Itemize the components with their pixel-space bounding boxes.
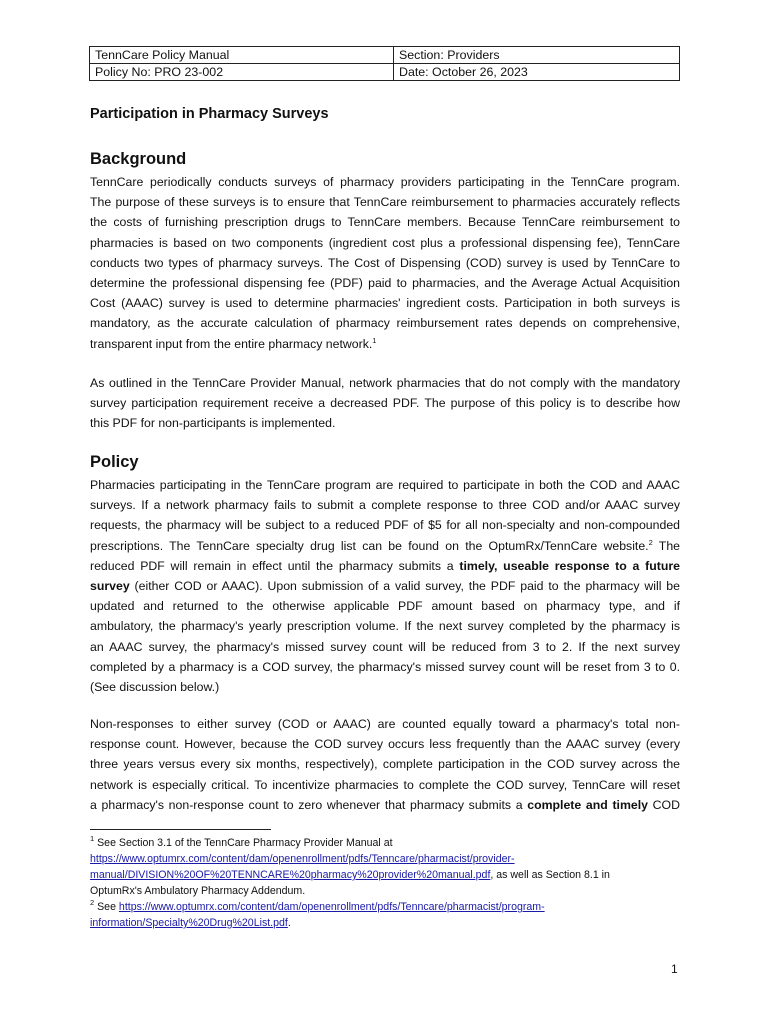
text-line: pharmacies is based on two components (ingredient cost plus a professional dispensing fee), TennCare <box>90 235 680 250</box>
text-line: the costs of furnishing prescription drugs to TennCare members. Because TennCare reimbursement to <box>90 215 680 230</box>
text-span: , as well as Section 8.1 in <box>490 869 610 881</box>
text-line: surveys. If a network pharmacy fails to submit a complete response to three COD and/or AAAC survey <box>90 498 680 513</box>
header-row-2 <box>90 64 680 81</box>
text-line: (See discussion below.) <box>90 679 220 694</box>
text-span: See Section 3.1 of the TennCare Pharmacy Provider Manual at <box>94 837 393 849</box>
text-span: See <box>94 901 119 913</box>
text-span: prescriptions. The TennCare specialty drug list can be found on the OptumRx/TennCare website. <box>90 538 649 553</box>
text-line: determine the professional dispensing fee (PDF) paid to pharmacies, and the Average Actual Acquisition <box>90 275 680 290</box>
text-line: Cost (AAAC) survey is used to determine pharmacies' ingredient costs. Participation in both surveys is <box>90 296 680 311</box>
text-line: updated and returned to the otherwise applicable PDF amount based on pharmacy type, and if <box>90 599 680 614</box>
provider-manual-link-continued[interactable]: manual/DIVISION%20OF%20TENNCARE%20pharmacy%20provider%20manual.pdf <box>90 869 491 881</box>
footnote-1-last-line: OptumRx's Ambulatory Pharmacy Addendum. <box>90 885 306 897</box>
provider-manual-link[interactable]: https://www.optumrx.com/content/dam/openenrollment/pdfs/Tenncare/pharmacist/provider- <box>90 853 515 865</box>
text-line: As outlined in the TennCare Provider Manual, network pharmacies that do not comply with the mandatory <box>90 376 680 390</box>
text-line <box>90 795 680 815</box>
emphasis-text: survey <box>90 578 130 593</box>
footnote-divider <box>90 829 271 830</box>
text-line: three years versus every six months, respectively), complete participation in the COD survey across the <box>90 757 680 772</box>
text-line <box>90 556 680 576</box>
header-row-1 <box>90 47 680 64</box>
text-span: . <box>287 917 291 929</box>
footnote-number: 2 <box>90 898 95 907</box>
background-heading: Background <box>90 150 187 168</box>
text-line: this PDF for non-participants is implemented. <box>90 416 336 431</box>
footnote-2 <box>90 899 690 915</box>
text-line <box>90 536 680 556</box>
text-line: response count. However, because the COD survey occurs less frequently than the AAAC survey (every <box>90 737 680 752</box>
footnote-2-link-line <box>90 915 690 931</box>
text-line <box>90 576 680 596</box>
manual-name-cell: TennCare Policy Manual <box>90 47 394 64</box>
policy-paragraph-1 <box>90 475 680 697</box>
policy-header-table <box>89 46 680 81</box>
text-line: ambulatory, the pharmacy's yearly prescription volume. If the next survey completed by the pharmacy is <box>90 619 680 634</box>
text-line: Pharmacies participating in the TennCare program are required to participate in both the COD and AAAC <box>90 478 680 492</box>
text-span: reduced PDF will remain in effect until the pharmacy submits a <box>90 558 460 573</box>
footnote-1-link-line <box>90 851 690 867</box>
specialty-drug-list-link[interactable]: https://www.optumrx.com/content/dam/openenrollment/pdfs/Tenncare/pharmacist/program- <box>118 901 545 913</box>
text-span: transparent input from the entire pharmacy network. <box>90 336 373 351</box>
specialty-drug-list-link-continued[interactable]: information/Specialty%20Drug%20List.pdf <box>90 917 288 929</box>
text-line <box>90 334 680 354</box>
footnote-ref-2[interactable]: 2 <box>648 537 653 547</box>
background-paragraph-2 <box>90 373 680 434</box>
emphasis-text: timely, useable response to a future <box>459 558 680 573</box>
section-cell: Section: Providers <box>394 47 680 64</box>
text-line: conducts two types of pharmacy surveys. The Cost of Dispensing (COD) survey is used by TennCare to <box>90 255 680 270</box>
footnote-number: 1 <box>90 834 95 843</box>
footnote-ref-1[interactable]: 1 <box>372 335 377 345</box>
footnote-1-link-line <box>90 867 690 883</box>
text-line: network is especially critical. To incentivize pharmacies to complete the COD survey, TennCare will reset <box>90 777 680 792</box>
text-line: TennCare periodically conducts surveys of pharmacy providers participating in the TennCare program. <box>90 175 680 189</box>
text-line: an AAAC survey, the pharmacy's missed survey count will be reduced from 3 to 2. If the next survey <box>90 639 680 654</box>
footnotes <box>90 835 690 931</box>
footnote-1 <box>90 835 690 851</box>
text-span: a pharmacy's non-response count to zero whenever that pharmacy submits a <box>90 797 528 812</box>
text-line: survey participation requirement receive a decreased PDF. The purpose of this policy is to describe how <box>90 396 680 411</box>
text-span: (either COD or AAAC). Upon submission of a valid survey, the PDF paid to the pharmacy will be <box>129 578 680 593</box>
date-cell: Date: October 26, 2023 <box>394 64 680 81</box>
policy-heading: Policy <box>90 453 139 471</box>
text-line: The purpose of these surveys is to ensure that TennCare reimbursement to pharmacies accurately reflects <box>90 195 680 210</box>
policy-number-cell: Policy No: PRO 23-002 <box>90 64 394 81</box>
page-number: 1 <box>671 962 678 976</box>
policy-paragraph-2 <box>90 714 680 815</box>
text-line: requests, the pharmacy will be subject to a reduced PDF of $5 for all non-specialty and non-compounded <box>90 518 680 533</box>
text-span: COD <box>648 797 680 812</box>
background-paragraph-1 <box>90 172 680 354</box>
text-line: mandatory, as the accurate calculation of pharmacy reimbursement rates depends on comprehensive, <box>90 316 680 331</box>
text-line: Non-responses to either survey (COD or AAAC) are counted equally toward a pharmacy's total non- <box>90 717 680 731</box>
emphasis-text: complete and timely <box>527 797 648 812</box>
text-line: completed by a pharmacy is a COD survey, the pharmacy's missed survey count will be reset from 3 to 0. <box>90 659 680 674</box>
text-span: The <box>652 538 680 553</box>
document-title: Participation in Pharmacy Surveys <box>90 106 329 122</box>
